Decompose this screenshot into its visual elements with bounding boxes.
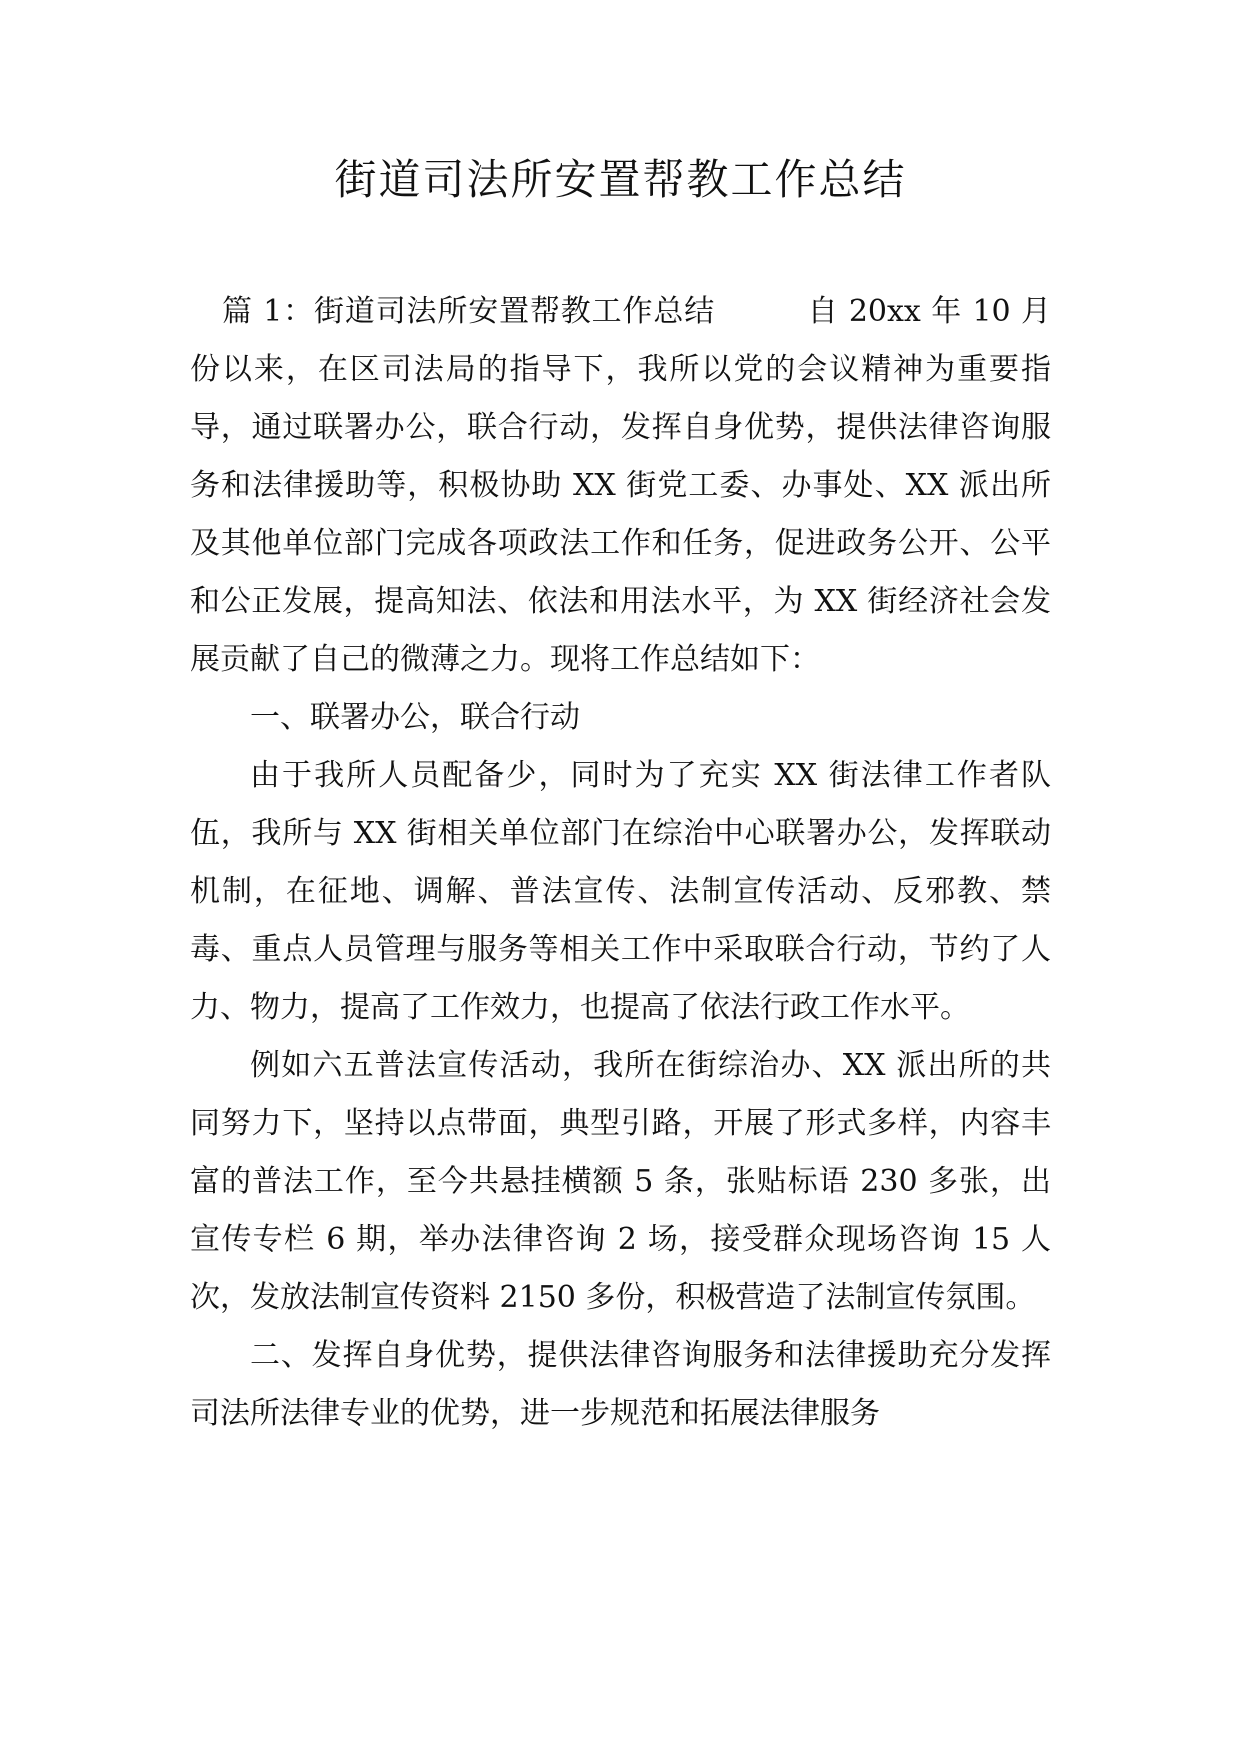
document-body — [190, 283, 1051, 1443]
section-heading-1: 一、联署办公，联合行动 — [250, 700, 580, 735]
paragraph-intro: 篇 1：街道司法所安置帮教工作总结 自 20xx 年 10 月份以来，在区司法局的指导下，我所以党的会议精神为重要指导，通过联署办公，联合行动，发挥自身优势，提供法律咨询服务和法律援助等，积极协助 XX 街党工委、办事处、XX 派出所及其他单位部门完成各项政法工作和任务，促进政务公开、公平和公正发展，提高知法、依法和用法水平，为 XX 街经济社会发展贡献了自己的微薄之力。现将工作总结如下： — [190, 294, 1051, 677]
paragraph-legal-publicity: 例如六五普法宣传活动，我所在街综治办、XX 派出所的共同努力下，坚持以点带面，典型引路，开展了形式多样，内容丰富的普法工作，至今共悬挂横额 5 条，张贴标语 230 多张，出宣传专栏 6 期，举办法律咨询 2 场，接受群众现场咨询 15 人次，发放法制宣传资料 2150 多份，积极营造了法制宣传氛围。 — [190, 1048, 1051, 1315]
paragraph-joint-office: 由于我所人员配备少，同时为了充实 XX 街法律工作者队伍，我所与 XX 街相关单位部门在综治中心联署办公，发挥联动机制，在征地、调解、普法宣传、法制宣传活动、反邪教、禁毒、重点人员管理与服务等相关工作中采取联合行动，节约了人力、物力，提高了工作效力，也提高了依法行政工作水平。 — [190, 758, 1051, 1025]
document-title: 街道司法所安置帮教工作总结 — [334, 155, 907, 204]
section-heading-2: 二、发挥自身优势，提供法律咨询服务和法律援助充分发挥司法所法律专业的优势，进一步规范和拓展法律服务 — [190, 1338, 1051, 1431]
